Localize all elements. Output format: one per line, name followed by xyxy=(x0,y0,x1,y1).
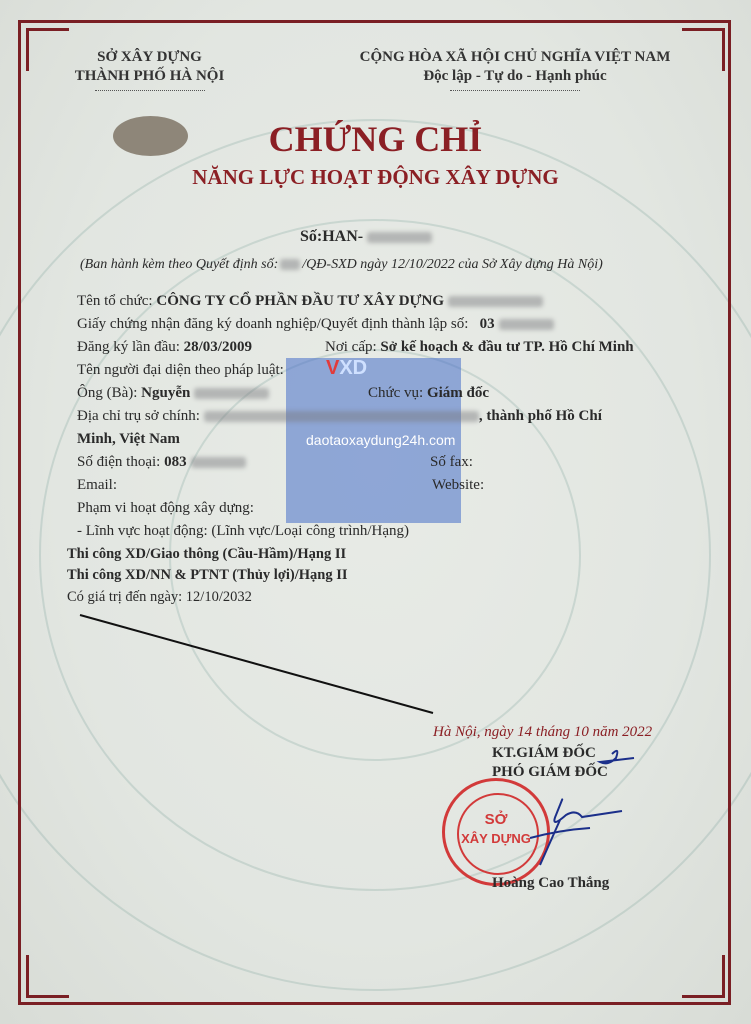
number-label: Số:HAN- xyxy=(300,228,364,245)
fax-label: Số fax: xyxy=(430,454,473,470)
certificate-number xyxy=(300,228,432,246)
org-value: CÔNG TY CỔ PHẦN ĐẦU TƯ XÂY DỰNG xyxy=(156,293,444,309)
address-value-line2: Minh, Việt Nam xyxy=(77,431,180,447)
certificate-subtitle: NĂNG LỰC HOẠT ĐỘNG XÂY DỰNG xyxy=(192,165,559,189)
watermark xyxy=(286,358,461,523)
phone-value: 083 xyxy=(164,454,187,470)
scope-item: Thi công XD/Giao thông (Cầu-Hầm)/Hạng II xyxy=(67,546,347,562)
issuer-line1: SỞ XÂY DỰNG xyxy=(97,49,202,65)
license-label: Giấy chứng nhận đăng ký doanh nghiệp/Quyết định thành lập số: xyxy=(77,316,469,332)
issuer-line2: THÀNH PHỐ HÀ NỘI xyxy=(74,68,225,84)
person-value: Nguyễn xyxy=(141,385,191,401)
redacted-person xyxy=(194,388,269,399)
person-label: Ông (Bà): xyxy=(77,385,138,401)
redacted-decision xyxy=(280,259,300,270)
valid-row xyxy=(67,589,252,606)
signer-title1: KT.GIÁM ĐỐC xyxy=(492,745,596,761)
position-label: Chức vụ: xyxy=(368,385,424,401)
redacted-address xyxy=(204,411,479,422)
stamp-center1: SỞ xyxy=(484,811,508,828)
logo-xd: XD xyxy=(339,357,368,379)
decision-reference xyxy=(80,257,603,273)
watermark-url: daotaoxaydung24h.com xyxy=(306,432,456,448)
watermark-logo xyxy=(326,358,367,378)
license-row xyxy=(77,316,554,333)
phone-label: Số điện thoại: xyxy=(77,454,161,470)
website-label: Website: xyxy=(432,477,485,493)
address-label: Địa chỉ trụ sở chính: xyxy=(77,408,200,424)
email-label: Email: xyxy=(77,477,117,493)
redacted-license xyxy=(499,319,554,330)
first-reg-label: Đăng ký lần đầu: xyxy=(77,339,180,355)
signer-title2: PHÓ GIÁM ĐỐC xyxy=(492,764,608,780)
decision-suffix: /QĐ-SXD ngày 12/10/2022 của Sở Xây dựng Hà Nội) xyxy=(302,257,603,272)
scope-item: Thi công XD/NN & PTNT (Thủy lợi)/Hạng II xyxy=(67,567,348,583)
issuer-label: Nơi cấp: xyxy=(325,339,377,355)
redacted-org xyxy=(448,296,543,307)
rep-label: Tên người đại diện theo pháp luật: xyxy=(77,362,284,378)
first-reg-value: 28/03/2009 xyxy=(183,339,252,355)
national-line1: CỘNG HÒA XÃ HỘI CHỦ NGHĨA VIỆT NAM xyxy=(359,49,671,65)
valid-label: Có giá trị đến ngày: xyxy=(67,589,183,605)
logo-v: V xyxy=(326,357,340,379)
license-value: 03 xyxy=(479,316,495,332)
org-label: Tên tổ chức: xyxy=(77,293,153,309)
person-row xyxy=(77,385,269,402)
position-value: Giám đốc xyxy=(426,385,490,401)
address-row xyxy=(77,408,602,425)
redacted-phone xyxy=(191,457,246,468)
valid-value: 12/10/2032 xyxy=(185,589,252,605)
first-reg-row xyxy=(77,339,252,356)
scope-label: Phạm vi hoạt động xây dựng: xyxy=(77,500,254,516)
decision-prefix: (Ban hành kèm theo Quyết định số: xyxy=(80,257,279,272)
field-label: - Lĩnh vực hoạt động: (Lĩnh vực/Loại công trình/Hạng) xyxy=(77,523,410,539)
phone-row xyxy=(77,454,246,471)
org-row xyxy=(77,293,543,310)
place-date: Hà Nội, ngày 14 tháng 10 năm 2022 xyxy=(433,724,653,740)
national-line2: Độc lập - Tự do - Hạnh phúc xyxy=(423,68,607,84)
stamp-center2: XÂY DỰNG xyxy=(461,831,531,846)
certificate-title: CHỨNG CHỈ xyxy=(268,119,483,159)
signer-name: Hoàng Cao Thắng xyxy=(492,875,610,891)
issuer-value: Sở kế hoạch & đầu tư TP. Hồ Chí Minh xyxy=(380,339,634,355)
redacted-number xyxy=(367,232,432,243)
position-row xyxy=(368,385,489,402)
address-value-end: , thành phố Hồ Chí xyxy=(478,408,602,424)
issuer-row xyxy=(325,339,634,356)
